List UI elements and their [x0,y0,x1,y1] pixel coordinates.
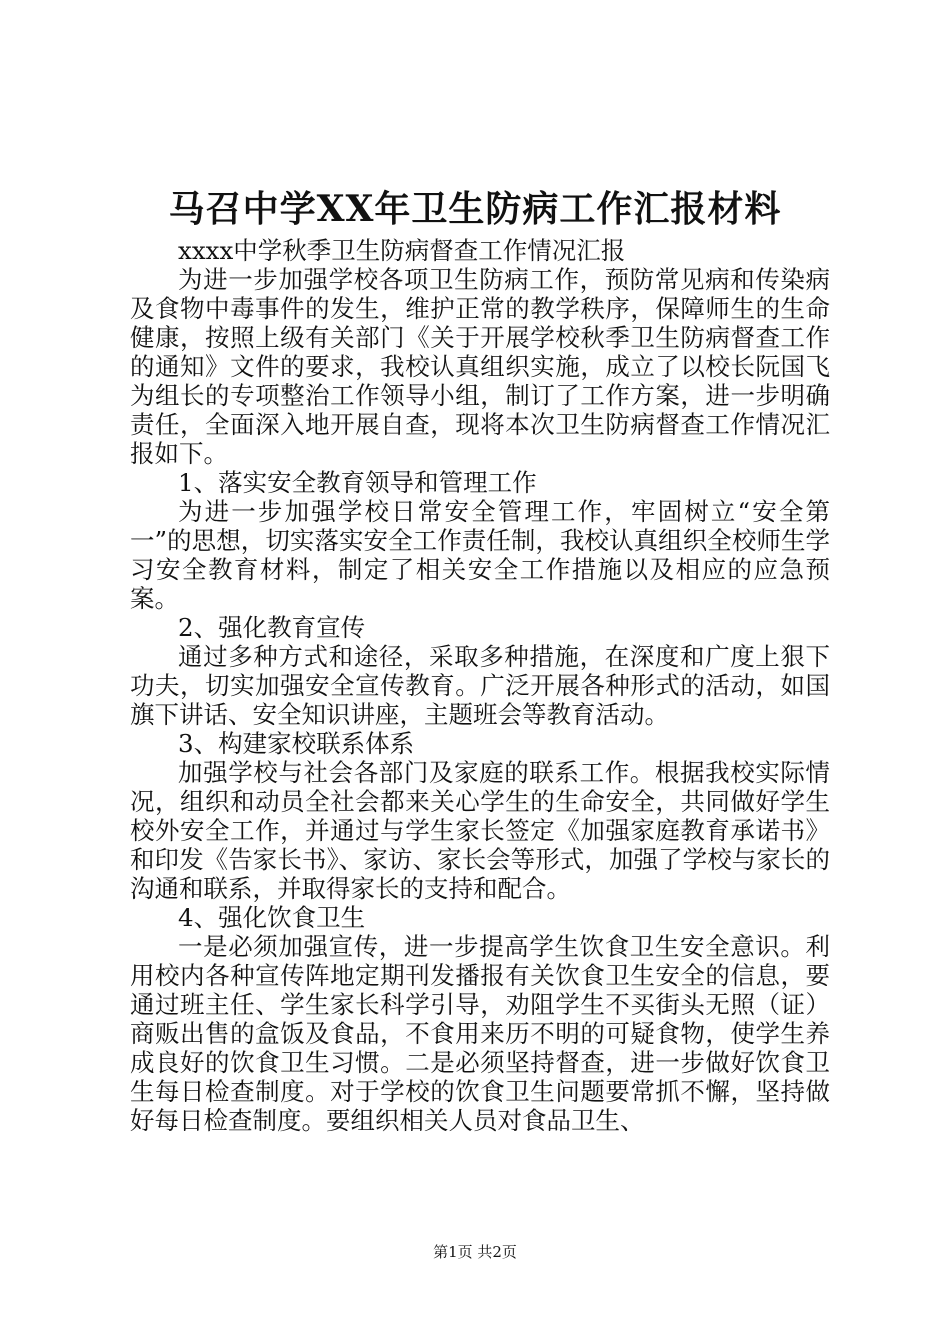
document-body [130,236,830,1135]
section-heading-3: 3、构建家校联系体系 [178,729,415,758]
paragraph-section-3: 加强学校与社会各部门及家庭的联系工作。根据我校实际情况，组织和动员全社会都来关心学生的生命安全，共同做好学生校外安全工作，并通过与学生家长签定《加强家庭教育承诺书》和印发《告家长书》、家访、家长会等形式，加强了学校与家长的沟通和联系，并取得家长的支持和配合。 [130,758,830,903]
document-title: 马召中学XX年卫生防病工作汇报材料 [168,188,782,230]
page-footer: 第1页 共2页 [433,1243,517,1261]
section-heading-4: 4、强化饮食卫生 [178,903,366,932]
paragraph-section-1: 为进一步加强学校日常安全管理工作，牢固树立“安全第一”的思想，切实落实安全工作责任制，我校认真组织全校师生学习安全教育材料，制定了相关安全工作措施以及相应的应急预案。 [130,497,830,613]
paragraph-intro: 为进一步加强学校各项卫生防病工作，预防常见病和传染病及食物中毒事件的发生，维护正常的教学秩序，保障师生的生命健康，按照上级有关部门《关于开展学校秋季卫生防病督查工作的通知》文件的要求，我校认真组织实施，成立了以校长阮国飞为组长的专项整治工作领导小组，制订了工作方案，进一步明确责任，全面深入地开展自查，现将本次卫生防病督查工作情况汇报如下。 [130,265,830,468]
paragraph-section-4: 一是必须加强宣传，进一步提高学生饮食卫生安全意识。利用校内各种宣传阵地定期刊发播报有关饮食卫生安全的信息，要通过班主任、学生家长科学引导，劝阻学生不买街头无照（证）商贩出售的盒饭及食品，不食用来历不明的可疑食物，使学生养成良好的饮食卫生习惯。二是必须坚持督查，进一步做好饮食卫生每日检查制度。对于学校的饮食卫生问题要常抓不懈，坚持做好每日检查制度。要组织相关人员对食品卫生、 [130,932,830,1135]
section-heading-1: 1、落实安全教育领导和管理工作 [178,468,537,497]
section-heading-2: 2、强化教育宣传 [178,613,366,642]
paragraph-section-2: 通过多种方式和途径，采取多种措施，在深度和广度上狠下功夫，切实加强安全宣传教育。广泛开展各种形式的活动，如国旗下讲话、安全知识讲座，主题班会等教育活动。 [130,642,830,729]
report-subtitle: xxxx中学秋季卫生防病督查工作情况汇报 [178,236,626,265]
